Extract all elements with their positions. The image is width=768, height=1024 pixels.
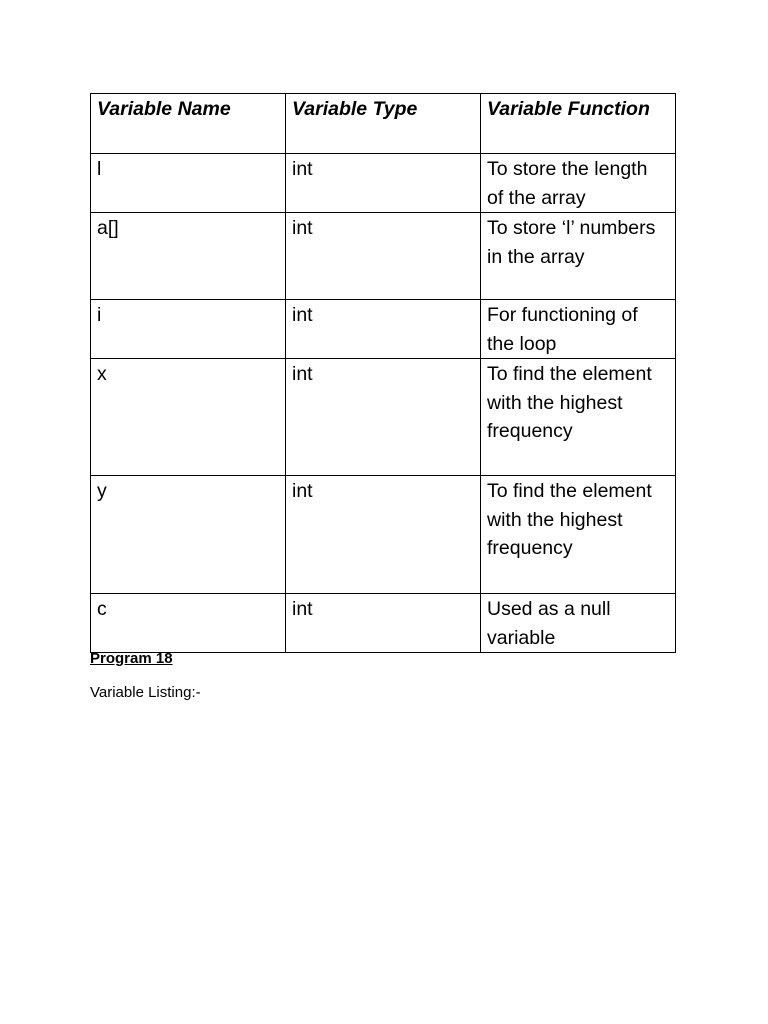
table-row <box>91 213 676 300</box>
cell-variable-type: int <box>286 359 481 476</box>
cell-variable-name: c <box>91 594 286 653</box>
variable-listing-label: Variable Listing:- <box>90 684 201 701</box>
cell-variable-function: To store ‘l’ numbers in the array <box>481 213 676 300</box>
cell-variable-function: To find the element with the highest frequency <box>481 476 676 594</box>
table-row <box>91 300 676 359</box>
cell-variable-function: To store the length of the array <box>481 154 676 213</box>
table-row <box>91 359 676 476</box>
header-variable-name: Variable Name <box>91 94 286 154</box>
cell-variable-function: Used as a null variable <box>481 594 676 653</box>
table-header-row <box>91 94 676 154</box>
cell-variable-name: l <box>91 154 286 213</box>
header-variable-type: Variable Type <box>286 94 481 154</box>
cell-variable-type: int <box>286 154 481 213</box>
header-variable-function: Variable Function <box>481 94 676 154</box>
cell-variable-type: int <box>286 213 481 300</box>
cell-variable-function: For functioning of the loop <box>481 300 676 359</box>
program-heading: Program 18 <box>90 650 173 667</box>
cell-variable-function: To find the element with the highest frequency <box>481 359 676 476</box>
cell-variable-name: i <box>91 300 286 359</box>
cell-variable-type: int <box>286 300 481 359</box>
cell-variable-name: a[] <box>91 213 286 300</box>
cell-variable-type: int <box>286 594 481 653</box>
table-row <box>91 594 676 653</box>
cell-variable-type: int <box>286 476 481 594</box>
cell-variable-name: x <box>91 359 286 476</box>
table-row <box>91 476 676 594</box>
cell-variable-name: y <box>91 476 286 594</box>
variable-table <box>90 93 676 653</box>
table-row <box>91 154 676 213</box>
